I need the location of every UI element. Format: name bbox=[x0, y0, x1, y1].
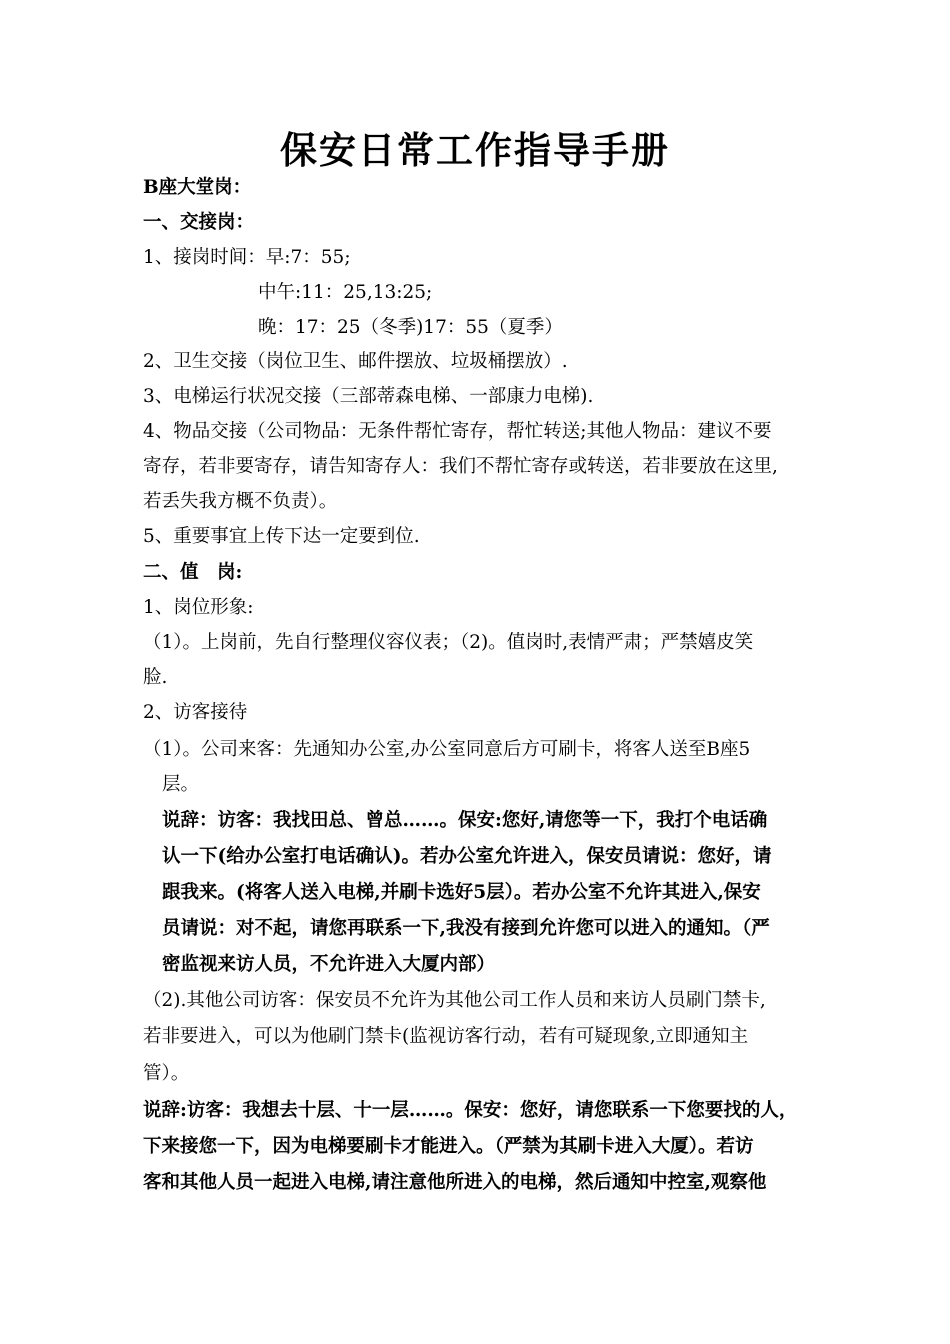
paragraph-line: 若丢失我方概不负责）。 bbox=[143, 491, 338, 512]
script-line-bold: 说辞：访客：我找田总、曾总……。保安:您好,请您等一下，我打个电话确 bbox=[162, 810, 768, 831]
script-line-bold: 说辞:访客：我想去十层、十一层……。保安：您好，请您联系一下您要找的人， bbox=[143, 1100, 798, 1121]
script-line-bold: 员请说：对不起，请您再联系一下,我没有接到允许您可以进入的通知。（严 bbox=[162, 918, 770, 939]
section-heading-b-lobby: B座大堂岗： bbox=[143, 177, 252, 198]
paragraph-line: （1）。公司来客：先通知办公室,办公室同意后方可刷卡，将客人送至B座5 bbox=[143, 739, 751, 760]
paragraph-line: 3、电梯运行状况交接（三部蒂森电梯、一部康力电梯). bbox=[143, 386, 594, 407]
paragraph-line: 晚：17：25（冬季)17：55（夏季） bbox=[258, 317, 563, 338]
paragraph-line: 4、物品交接（公司物品：无条件帮忙寄存，帮忙转送;其他人物品：建议不要 bbox=[143, 421, 772, 442]
paragraph-line: 层。 bbox=[162, 774, 200, 795]
script-line-bold: 客和其他人员一起进入电梯,请注意他所进入的电梯，然后通知中控室,观察他 bbox=[143, 1172, 767, 1193]
section-heading-on-duty: 二、值 岗: bbox=[143, 562, 243, 583]
script-line-bold: 密监视来访人员，不允许进入大厦内部） bbox=[162, 954, 496, 975]
paragraph-line: 脸. bbox=[143, 667, 168, 688]
paragraph-line: 5、重要事宜上传下达一定要到位. bbox=[143, 526, 420, 547]
section-heading-handover: 一、交接岗： bbox=[143, 212, 255, 233]
paragraph-line: 1、接岗时间：早:7：55; bbox=[143, 247, 351, 268]
paragraph-line: （2).其他公司访客：保安员不允许为其他公司工作人员和来访人员刷门禁卡, bbox=[143, 990, 766, 1011]
script-line-bold: 下来接您一下，因为电梯要刷卡才能进入。（严禁为其刷卡进入大厦）。若访 bbox=[143, 1136, 754, 1157]
script-line-bold: 跟我来。(将客人送入电梯,并刷卡选好5层）。若办公室不允许其进入,保安 bbox=[162, 882, 761, 903]
paragraph-line: 寄存，若非要寄存，请告知寄存人：我们不帮忙寄存或转送，若非要放在这里, bbox=[143, 456, 778, 477]
paragraph-line: （1）。上岗前，先自行整理仪容仪表；（2)。值岗时,表情严肃；严禁嬉皮笑 bbox=[143, 632, 754, 653]
paragraph-line: 管）。 bbox=[143, 1063, 190, 1084]
paragraph-line: 2、访客接待 bbox=[143, 702, 248, 723]
script-line-bold: 认一下(给办公室打电话确认)。若办公室允许进入，保安员请说：您好，请 bbox=[162, 846, 772, 867]
paragraph-line: 若非要进入，可以为他刷门禁卡(监视访客行动，若有可疑现象,立即通知主 bbox=[143, 1026, 749, 1047]
document-title: 保安日常工作指导手册 bbox=[280, 128, 670, 172]
paragraph-line: 2、卫生交接（岗位卫生、邮件摆放、垃圾桶摆放）. bbox=[143, 351, 568, 372]
paragraph-line: 1、岗位形象: bbox=[143, 597, 254, 618]
paragraph-line: 中午:11：25,13:25; bbox=[258, 282, 433, 303]
